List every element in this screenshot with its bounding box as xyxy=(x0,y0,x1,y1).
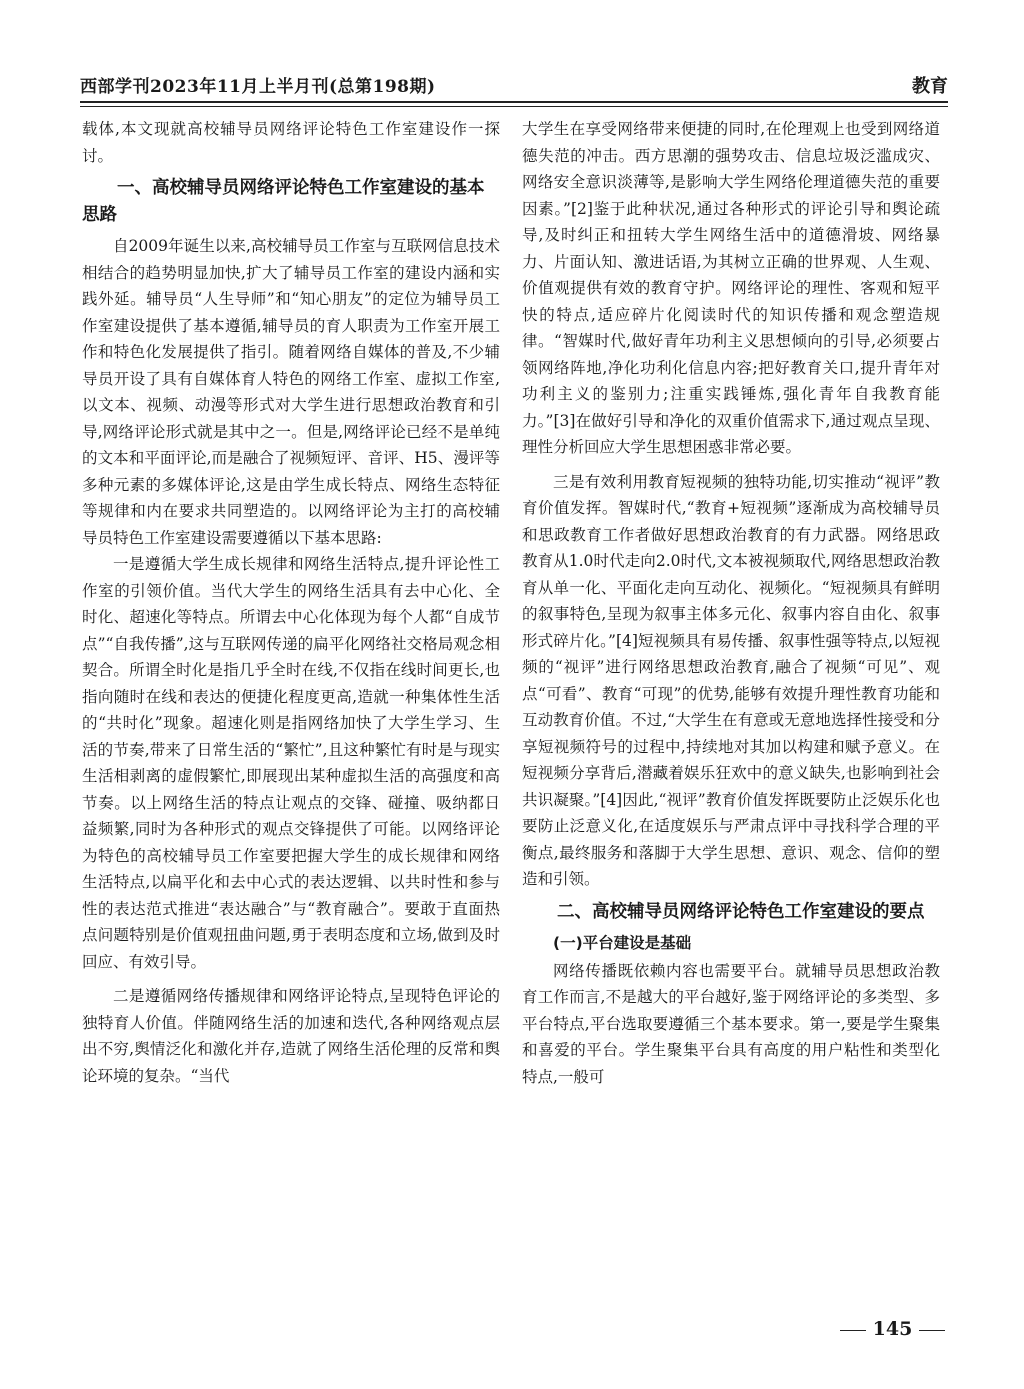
journal-title: 西部学刊2023年11月上半月刊(总第198期) xyxy=(80,77,436,97)
section-label: 教育 xyxy=(912,76,948,97)
left-column xyxy=(82,116,500,1316)
paragraph: 自2009年诞生以来,高校辅导员工作室与互联网信息技术相结合的趋势明显加快,扩大了辅导员工作室的建设内涵和实践外延。辅导员“人生导师”和“知心朋友”的定位为辅导员工作室建设提供了基本遵循,辅导员的育人职责为工作室开展工作和特色化发展提供了指引。随着网络自媒体的普及,不少辅导员开设了具有自媒体育人特色的网络工作室、虚拟工作室,以文本、视频、动漫等形式对大学生进行思想政治教育和引导,网络评论形式就是其中之一。但是,网络评论已经不是单纯的文本和平面评论,而是融合了视频短评、音评、H5、漫评等多种元素的多媒体评论,这是由学生成长特点、网络生态特征等规律和内在要求共同塑造的。以网络评论为主打的高校辅导员特色工作室建设需要遵循以下基本思路: xyxy=(82,237,500,547)
footer-dash-left xyxy=(840,1330,866,1331)
subsection-heading: (一)平台建设是基础 xyxy=(553,933,692,952)
section-heading-1: 一、高校辅导员网络评论特色工作室建设的基本思路 xyxy=(82,178,485,225)
paragraph: 大学生在享受网络带来便捷的同时,在伦理观上也受到网络道德失范的冲击。西方思潮的强势攻击、信息垃圾泛滥成灾、网络安全意识淡薄等,是影响大学生网络伦理道德失范的重要因素。”[2]鉴于此种状况,通过各种形式的评论引导和舆论疏导,及时纠正和扭转大学生网络生活中的道德滑坡、网络暴力、片面认知、激进话语,为其树立正确的世界观、人生观、价值观提供有效的教育守护。网络评论的理性、客观和短平快的特点,适应碎片化阅读时代的知识传播和观念塑造规律。“智媒时代,做好青年功利主义思想倾向的引导,必须要占领网络阵地,净化功利化信息内容;把好教育关口,提升青年对功利主义的鉴别力;注重实践锤炼,强化青年自我教育能力。”[3]在做好引导和净化的双重价值需求下,通过观点呈现、理性分析回应大学生思想困惑非常必要。 xyxy=(522,120,940,456)
page-number: 145 xyxy=(872,1318,913,1340)
section-heading-2: 二、高校辅导员网络评论特色工作室建设的要点 xyxy=(557,901,925,922)
running-header xyxy=(80,70,948,100)
paragraph: 三是有效利用教育短视频的独特功能,切实推动“视评”教育价值发挥。智媒时代,“教育+短视频”逐渐成为高校辅导员和思政教育工作者做好思想政治教育的有力武器。网络思政教育从1.0时代走向2.0时代,文本被视频取代,网络思想政治教育从单一化、平面化走向互动化、视频化。“短视频具有鲜明的叙事特色,呈现为叙事主体多元化、叙事内容自由化、叙事形式碎片化。”[4]短视频具有易传播、叙事性强等特点,以短视频的“视评”进行网络思想政治教育,融合了视频“可见”、观点“可看”、教育“可现”的优势,能够有效提升理性教育功能和互动教育价值。不过,“大学生在有意或无意地选择性接受和分享短视频符号的过程中,持续地对其加以构建和赋予意义。在短视频分享背后,潜藏着娱乐狂欢中的意义缺失,也影响到社会共识凝聚。”[4]因此,“视评”教育价值发挥既要防止泛娱乐化也要防止泛意义化,在适度娱乐与严肃点评中寻找科学合理的平衡点,最终服务和落脚于大学生思想、意识、观念、信仰的塑造和引领。 xyxy=(522,472,940,888)
page-footer xyxy=(840,1318,950,1340)
paragraph: 一是遵循大学生成长规律和网络生活特点,提升评论性工作室的引领价值。当代大学生的网络生活具有去中心化、全时化、超速化等特点。所谓去中心化体现为每个人都“自成节点”“自我传播”,这与互联网传递的扁平化网络社交格局观念相契合。所谓全时化是指几乎全时在线,不仅指在线时间更长,也指向随时在线和表达的便捷化程度更高,造就一种集体性生活的“共时化”现象。超速化则是指网络加快了大学生学习、生活的节奏,带来了日常生活的“繁忙”,且这种繁忙有时是与现实生活相剥离的虚假繁忙,即展现出某种虚拟生活的高强度和高节奏。以上网络生活的特点让观点的交锋、碰撞、吸纳都日益频繁,同时为各种形式的观点交锋提供了可能。以网络评论为特色的高校辅导员工作室要把握大学生的成长规律和网络生活特点,以扁平化和去中心式的表达逻辑、以共时性和参与性的表达范式推进“表达融合”与“教育融合”。要敢于直面热点问题特别是价值观扭曲问题,勇于表明态度和立场,做到及时回应、有效引导。 xyxy=(82,555,500,971)
footer-dash-right xyxy=(919,1330,945,1331)
header-rule-thick xyxy=(80,101,948,103)
paragraph: 载体,本文现就高校辅导员网络评论特色工作室建设作一探讨。 xyxy=(82,120,500,165)
header-rule-thin xyxy=(80,106,948,107)
paragraph: 二是遵循网络传播规律和网络评论特点,呈现特色评论的独特育人价值。伴随网络生活的加速和迭代,各种网络观点层出不穷,舆情泛化和激化并存,造就了网络生活伦理的反常和舆论环境的复杂。“当代 xyxy=(82,987,500,1085)
paragraph: 网络传播既依赖内容也需要平台。就辅导员思想政治教育工作而言,不是越大的平台越好,鉴于网络评论的多类型、多平台特点,平台选取要遵循三个基本要求。第一,要是学生聚集和喜爱的平台。学生聚集平台具有高度的用户粘性和类型化特点,一般可 xyxy=(522,961,940,1086)
right-column xyxy=(522,116,940,1316)
